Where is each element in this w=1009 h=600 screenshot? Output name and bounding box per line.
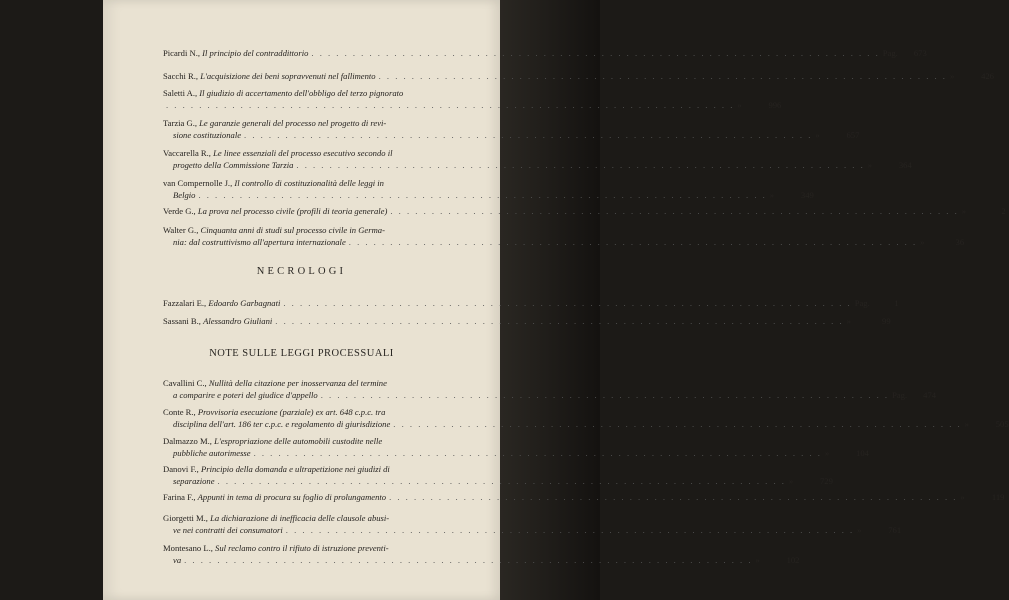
toc-entry — [163, 178, 814, 201]
entry-title-continued: a comparire e poteri del giudice d'appello — [173, 389, 318, 400]
entry-title-continued: pubbliche autorimesse — [173, 447, 251, 458]
toc-entry — [163, 148, 912, 171]
entry-title-continued: sione costituzionale — [173, 129, 242, 140]
page-number: 2 — [1001, 206, 1006, 216]
page-prefix: » — [824, 447, 830, 458]
entry-author: Montesano L., — [163, 543, 213, 553]
page-prefix: » — [846, 316, 851, 326]
page-number: 657 — [846, 129, 860, 140]
book-page — [103, 0, 1009, 600]
page-prefix: Pag. — [854, 298, 870, 308]
toc-entry — [163, 225, 965, 248]
page-number: 36 — [955, 236, 965, 247]
entry-title: L'acquisizione dei beni sopravvenuti nel fallimento — [200, 71, 376, 81]
entry-title: Il giudizio di accertamento dell'obbligo del terzo pignorato — [199, 88, 404, 98]
toc-entry — [163, 206, 1006, 218]
entry-author: Fazzalari E., — [163, 298, 207, 308]
entry-author: Danovi F., — [163, 464, 199, 474]
entry-author: Cavallini C., — [163, 378, 207, 388]
entry-author: Picardi N., — [163, 48, 200, 58]
page-prefix: » — [961, 206, 967, 216]
toc-entry — [163, 407, 1009, 430]
entry-author: Farina F., — [163, 492, 196, 502]
toc-entry — [163, 543, 800, 566]
page-number: 426 — [981, 71, 994, 81]
toc-entry — [163, 48, 927, 60]
page-number: 474 — [923, 389, 937, 400]
entry-author: Dalmazzo M., — [163, 436, 212, 446]
page-number: 673 — [913, 48, 927, 58]
page-prefix: » — [867, 159, 873, 170]
page-number: 505 — [995, 418, 1009, 429]
entry-title: Cinquanta anni di studi sul processo civile in Germa- — [200, 225, 385, 235]
entry-author: van Compernolle J., — [163, 178, 233, 188]
entry-author: Tarzia G., — [163, 118, 197, 128]
entry-author: Saletti A., — [163, 88, 198, 98]
page-number: 1 — [894, 298, 899, 308]
toc-entry — [163, 88, 782, 111]
entry-title-continued: ve nei contratti dei consumatori — [173, 524, 283, 535]
toc-entry — [163, 71, 994, 83]
entry-title: Il principio del contraddittorio — [202, 48, 309, 58]
toc-entry — [163, 513, 902, 536]
page-prefix: » — [857, 524, 862, 535]
entry-title-continued: progetto della Commissione Tarzia — [173, 159, 294, 170]
page-number: 364 — [898, 159, 912, 170]
page-prefix: Pag. — [882, 48, 898, 58]
page-prefix: Pag. — [892, 389, 908, 400]
entry-title: La prova nel processo civile (profili di teoria generale) — [197, 206, 388, 216]
entry-author: Sassani B., — [163, 316, 201, 326]
entry-title-continued: va — [173, 554, 182, 565]
section-heading-note: NOTE SULLE LEGGI PROCESSUALI — [209, 348, 394, 359]
page-prefix: » — [920, 236, 925, 247]
page-number: 729 — [820, 475, 833, 486]
toc-entry — [163, 316, 891, 328]
entry-author: Walter G., — [163, 225, 199, 235]
page-number: 349 — [800, 189, 814, 200]
entry-author: Conte R., — [163, 407, 196, 417]
toc-entry — [163, 298, 899, 310]
entry-title: Principio della domanda e ultrapetizione nei giudizi di — [201, 464, 390, 474]
toc-entry — [163, 492, 1005, 504]
entry-title: Sul reclamo contro il rifiuto di istruzione preventi- — [215, 543, 389, 553]
page-prefix: » — [737, 99, 742, 110]
entry-author: Giorgetti M., — [163, 513, 208, 523]
entry-title: Nullità della citazione per inosservanza del termine — [208, 378, 387, 388]
toc-entry — [163, 118, 860, 141]
entry-title: Appunti in tema di procura su foglio di prolungamento — [197, 492, 387, 502]
section-heading-necrologi: NECROLOGI — [256, 266, 347, 277]
page-number: 104 — [856, 447, 869, 458]
page-number: 761 — [888, 524, 902, 535]
page-prefix: » — [964, 418, 969, 429]
toc-entry — [163, 464, 833, 487]
page-prefix: » — [769, 189, 775, 200]
entry-title: Le linee essenziali del processo esecutivo secondo il — [213, 148, 393, 158]
entry-title: Il controllo di costituzionalità delle leggi in — [234, 178, 384, 188]
entry-title: L'espropriazione delle automobili custodite nelle — [214, 436, 383, 446]
entry-title-continued: disciplina dell'art. 186 ter c.p.c. e regolamento di giurisdizione — [173, 418, 391, 429]
toc-entry — [163, 378, 937, 401]
page-prefix: » — [949, 71, 955, 81]
entry-author: Verde G., — [163, 206, 196, 216]
entry-title: Provvisoria esecuzione (parziale) ex art. 648 c.p.c. tra — [197, 407, 386, 417]
entry-title-continued: nia: dal costruttivismo all'apertura internazionale — [173, 236, 346, 247]
entry-title: La dichiarazione di inefficacia delle clausole abusi- — [210, 513, 390, 523]
entry-title: Edoardo Garbagnati — [208, 298, 281, 308]
page-prefix: » — [755, 554, 760, 565]
page-prefix: » — [788, 475, 794, 486]
page-number: 102 — [786, 554, 800, 565]
entry-author: Sacchi R., — [163, 71, 199, 81]
entry-author: Vaccarella R., — [163, 148, 211, 158]
page-prefix: » — [815, 129, 820, 140]
entry-title: Alessandro Giuliani — [203, 316, 273, 326]
entry-title: Le garanzie generali del processo nel progetto di revi- — [199, 118, 387, 128]
page-number: 119 — [991, 492, 1005, 502]
page-number: 99 — [882, 316, 891, 326]
page-prefix: » — [960, 492, 965, 502]
toc-entry — [163, 436, 869, 459]
entry-title-continued: separazione — [173, 475, 215, 486]
page-number: 996 — [768, 99, 782, 110]
entry-title-continued: Belgio — [173, 189, 196, 200]
